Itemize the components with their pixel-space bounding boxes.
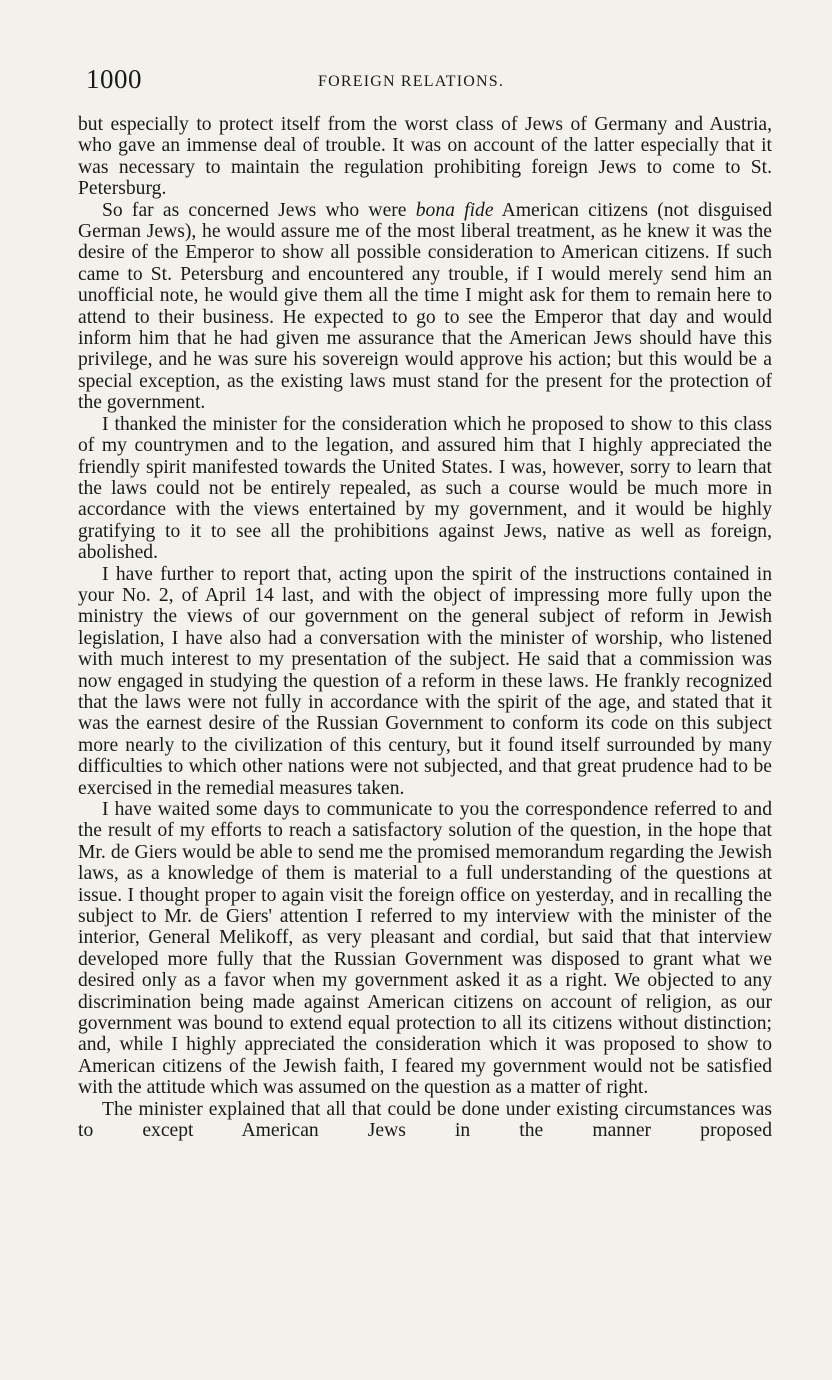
page-header [78,62,772,96]
paragraph-text-start: So far as concerned Jews who were [102,199,416,221]
paragraph-continued: but especially to protect itself from the worst class of Jews of Germany and Austria, who gave an immense deal of trouble. It was on account of the latter especially that it was necessary to maintain the regulation prohibiting foreign Jews to come to St. Petersburg. [78,114,772,200]
italic-phrase: bona fide [415,199,494,221]
paragraph: I have waited some days to communicate to you the correspondence referred to and the result of my efforts to reach a satisfactory solution of the question, in the hope that Mr. de Giers would be able to send me the promised memorandum regarding the Jewish laws, as a knowledge of them is material to a full understanding of the questions at issue. I thought proper to again visit the foreign office on yesterday, and in recalling the subject to Mr. de Giers' attention I referred to my interview with the minister of the interior, General Melikoff, as very pleasant and cordial, but said that that interview developed more fully that the Russian Government was disposed to grant what we desired only as a favor when my government asked it as a right. We objected to any discrimination being made against American citizens on account of religion, as our government was bound to extend equal protection to all its citizens without distinction; and, while I highly appreciated the consideration which it was proposed to show to American citizens of the Jewish faith, I feared my government would not be satisfied with the attitude which was assumed on the question as a matter of right. [78,799,772,1099]
paragraph-continues: The minister explained that all that could be done under existing circumstances was to except American Jews in the manner proposed [78,1098,772,1142]
paragraph: I thanked the minister for the consideration which he proposed to show to this class of my countrymen and to the legation, and assured him that I highly appreciated the friendly spirit manifested towards the United States. I was, however, sorry to learn that the laws could not be entirely repealed, as such a course would be much more in accordance with the views entertained by my government, and it would be highly gratifying to it to see all the prohibitions against Jews, native as well as foreign, abolished. [78,413,772,564]
paragraph [78,200,772,414]
running-head: FOREIGN RELATIONS. [318,73,505,90]
paragraph-text-end: American citizens (not disguised German Jews), he would assure me of the most liberal treatment, as he knew it was the desire of the Emperor to show all possible consideration to American citizens. If such came to St. Petersburg and encountered any trouble, if I would merely send him an unofficial note, he would give them all the time I might ask for them to remain here to attend to their business. He expected to go to see the Emperor that day and would inform him that he had given me assurance that the American Jews should have this privilege, and he was sure his sovereign would approve his action; but this would be a special exception, as the existing laws must stand for the present for the protection of the government. [78,199,773,414]
paragraph: I have further to report that, acting upon the spirit of the instructions contained in your No. 2, of April 14 last, and with the object of impressing more fully upon the ministry the views of our government on the general subject of reform in Jewish legislation, I have also had a conversation with the minister of worship, who listened with much interest to my presentation of the subject. He said that a commission was now engaged in studying the question of a reform in these laws. He frankly recognized that the laws were not fully in accordance with the spirit of the age, and stated that it was the earnest desire of the Russian Government to conform its code on this subject more nearly to the civilization of this century, but it found itself surrounded by many difficulties to which other nations were not subjected, and that great prudence had to be exercised in the remedial measures taken. [78,563,772,799]
page-number: 1000 [86,64,142,94]
body-text [78,114,772,1142]
document-page [78,62,772,1142]
